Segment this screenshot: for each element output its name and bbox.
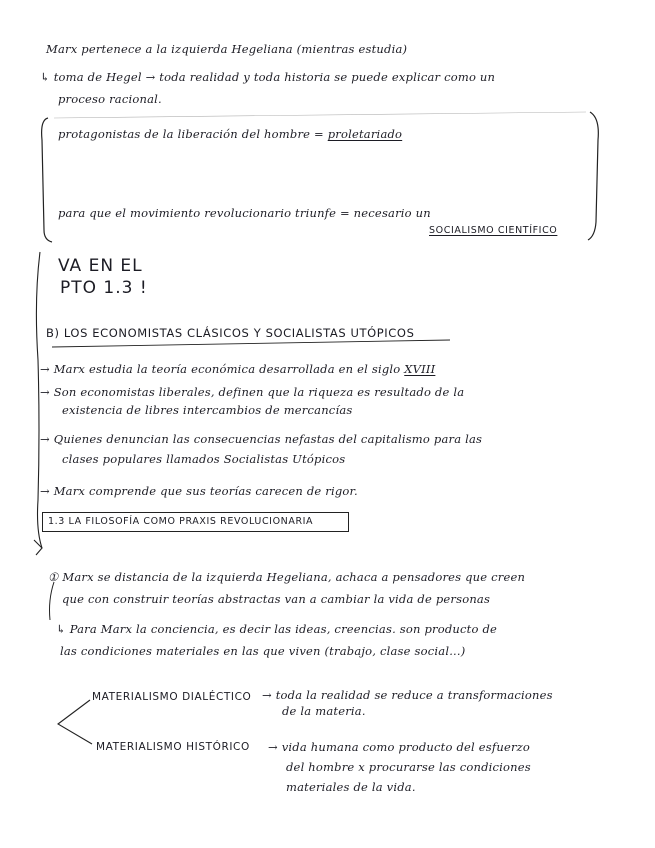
- protagonists-line: [58, 127, 402, 141]
- bullet-1: [40, 362, 435, 376]
- dialectic-label: MATERIALISMO DIALÉCTICO: [92, 691, 252, 703]
- protagonists-text: protagonistas de la liberación del hombre =: [58, 127, 324, 141]
- intro-line-3: proceso racional.: [58, 92, 162, 106]
- protagonists-value: proletariado: [327, 127, 403, 141]
- dialectic-text-1: → toda la realidad se reduce a transformaciones: [262, 688, 553, 702]
- point-a-bracket: [50, 582, 55, 620]
- bullet-1-text: → Marx estudia la teoría económica desarrollada en el siglo: [40, 362, 401, 376]
- bullet-2: → Son economistas liberales, definen que la riqueza es resultado de la: [40, 385, 465, 399]
- point-a-line-1: ① Marx se distancia de la izquierda Hegeliana, achaca a pensadores que creen: [48, 570, 526, 584]
- historic-text-2: del hombre x procurarse las condiciones: [286, 760, 531, 774]
- box-top-line: [54, 112, 586, 118]
- point-a-line-2: que con construir teorías abstractas van a cambiar la vida de personas: [62, 592, 491, 606]
- section-b-heading: B) LOS ECONOMISTAS CLÁSICOS Y SOCIALISTAS UTÓPICOS: [46, 326, 415, 340]
- bullet-3-cont: clases populares llamados Socialistas Utópicos: [62, 452, 346, 466]
- heading-b-underline: [52, 340, 450, 347]
- movement-line: para que el movimiento revolucionario triunfe = necesario un: [58, 206, 431, 220]
- intro-line-1: Marx pertenece a la izquierda Hegeliana (mientras estudia): [46, 42, 408, 56]
- dialectic-text-2: de la materia.: [282, 704, 366, 718]
- intro-line-2: ↳ toma de Hegel → toda realidad y toda historia se puede explicar como un: [40, 70, 496, 84]
- section-13-heading: 1.3 LA FILOSOFÍA COMO PRAXIS REVOLUCIONARIA: [48, 516, 314, 527]
- historic-label: MATERIALISMO HISTÓRICO: [96, 741, 250, 753]
- movement-value: SOCIALISMO CIENTÍFICO: [429, 225, 558, 236]
- historic-text-1: → vida humana como producto del esfuerzo: [268, 740, 531, 754]
- bullet-2-cont: existencia de libres intercambios de mercancías: [62, 403, 353, 417]
- historic-text-3: materiales de la vida.: [286, 780, 416, 794]
- materialism-fork: [58, 700, 92, 744]
- margin-note-line-2: PTO 1.3 !: [60, 278, 148, 298]
- point-a-line-4: las condiciones materiales en las que viven (trabajo, clase social...): [60, 644, 466, 658]
- bullet-3: → Quienes denuncian las consecuencias nefastas del capitalismo para las: [40, 432, 483, 446]
- margin-note-line-1: VA EN EL: [58, 256, 143, 276]
- bullet-1-tail: XVIII: [404, 362, 436, 376]
- point-a-line-3: ↳ Para Marx la conciencia, es decir las ideas, creencias. son producto de: [56, 622, 498, 636]
- box-right-bracket: [588, 112, 598, 240]
- box-left-bracket: [42, 118, 52, 242]
- margin-vertical-line: [36, 252, 42, 548]
- bullet-4: → Marx comprende que sus teorías carecen de rigor.: [40, 484, 358, 498]
